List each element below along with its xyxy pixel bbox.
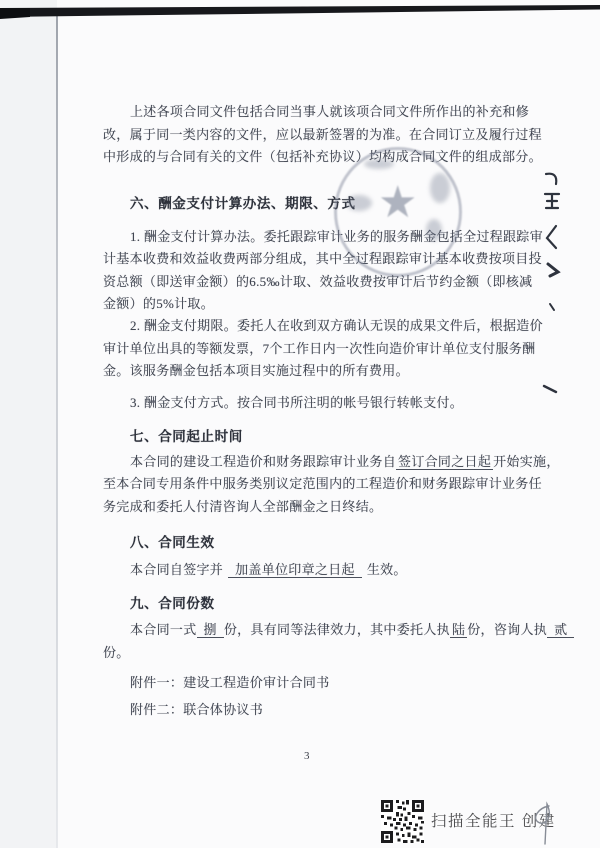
- section-heading-9: 九、合同份数: [130, 596, 215, 611]
- section-heading-7: 七、合同起止时间: [130, 429, 243, 444]
- page-edge-crease: [56, 15, 58, 848]
- paragraph-line: 计基本收费和效益收费两部分组成，其中全过程跟踪审计基本收费按项目投: [103, 251, 542, 266]
- paragraph-line: [130, 454, 560, 469]
- seal-smudge: [430, 173, 450, 203]
- text-segment: 本合同一式: [130, 622, 197, 637]
- handwritten-mark: [524, 800, 564, 848]
- paragraph-line: 上述各项合同文件包括合同当事人就该项合同文件所作出的补充和修: [130, 104, 530, 119]
- paragraph-line: 改，属于同一类内容的文件，应以最新签署的为准。在合同订立及履行过程: [103, 127, 542, 142]
- watermark-text: 扫描全能王 创建: [431, 813, 556, 830]
- text-segment: 本合同的建设工程造价和财务跟踪审计业务自: [130, 454, 397, 469]
- paragraph-line: [130, 622, 574, 637]
- section-heading-8: 八、合同生效: [130, 535, 215, 550]
- underlined-fill-in: 捌: [197, 622, 224, 638]
- scan-top-edge-shadow: [0, 0, 600, 24]
- underlined-fill-in: 陆: [451, 622, 466, 637]
- text-segment: 份，咨询人执: [467, 622, 548, 637]
- page-number: 3: [304, 750, 310, 762]
- paragraph-line: 审计单位出具的等额发票，7个工作日内一次性向造价审计单位支付服务酬: [103, 341, 536, 356]
- paragraph-line: 金额）的5%计取。: [103, 296, 215, 311]
- paragraph-line: 至本合同专用条件中服务类别议定范围内的工程造价和财务跟踪审计业务任: [103, 476, 542, 491]
- qr-code-icon: [381, 800, 424, 843]
- paragraph-line: [130, 562, 407, 577]
- underlined-fill-in: 签订合同之日起: [398, 454, 492, 469]
- edge-ink-marks: [540, 168, 566, 398]
- star-icon: ★: [378, 177, 418, 228]
- attachment-line-1: 附件一：建设工程造价审计合同书: [130, 675, 330, 690]
- paragraph-line: 1. 酬金支付计算办法。委托跟踪审计业务的服务酬金包括全过程跟踪审: [130, 229, 543, 244]
- paragraph-line: 2. 酬金支付期限。委托人在收到双方确认无误的成果文件后，根据造价: [130, 318, 543, 333]
- text-segment: 开始实施，: [493, 454, 560, 469]
- section-heading-6: 六、酬金支付计算办法、期限、方式: [130, 196, 356, 211]
- text-segment: 份，具有同等法律效力，其中委托人执: [223, 622, 450, 637]
- underlined-fill-in: 贰: [547, 622, 574, 638]
- paragraph-line: 中形成的与合同有关的文件（包括补充协议）均构成合同文件的组成部分。: [103, 149, 542, 164]
- paragraph-line: 3. 酬金支付方式。按合同书所注明的帐号银行转帐支付。: [130, 395, 464, 410]
- text-segment: 生效。: [366, 562, 407, 577]
- paragraph-line: 务完成和委托人付清咨询人全部酬金之日终结。: [103, 499, 383, 514]
- scan-left-margin: [0, 0, 57, 848]
- paragraph-line: 金。该服务酬金包括本项目实施过程中的所有费用。: [103, 363, 409, 378]
- underlined-fill-in: 加盖单位印章之日起: [228, 562, 362, 578]
- text-segment: 本合同自签字并: [130, 562, 224, 577]
- attachment-line-2: 附件二：联合体协议书: [130, 702, 264, 717]
- paragraph-line: 份。: [103, 645, 130, 660]
- paragraph-line: 资总额（即送审金额）的6.5‰计取、效益收费按审计后节约金额（即核减: [103, 274, 533, 289]
